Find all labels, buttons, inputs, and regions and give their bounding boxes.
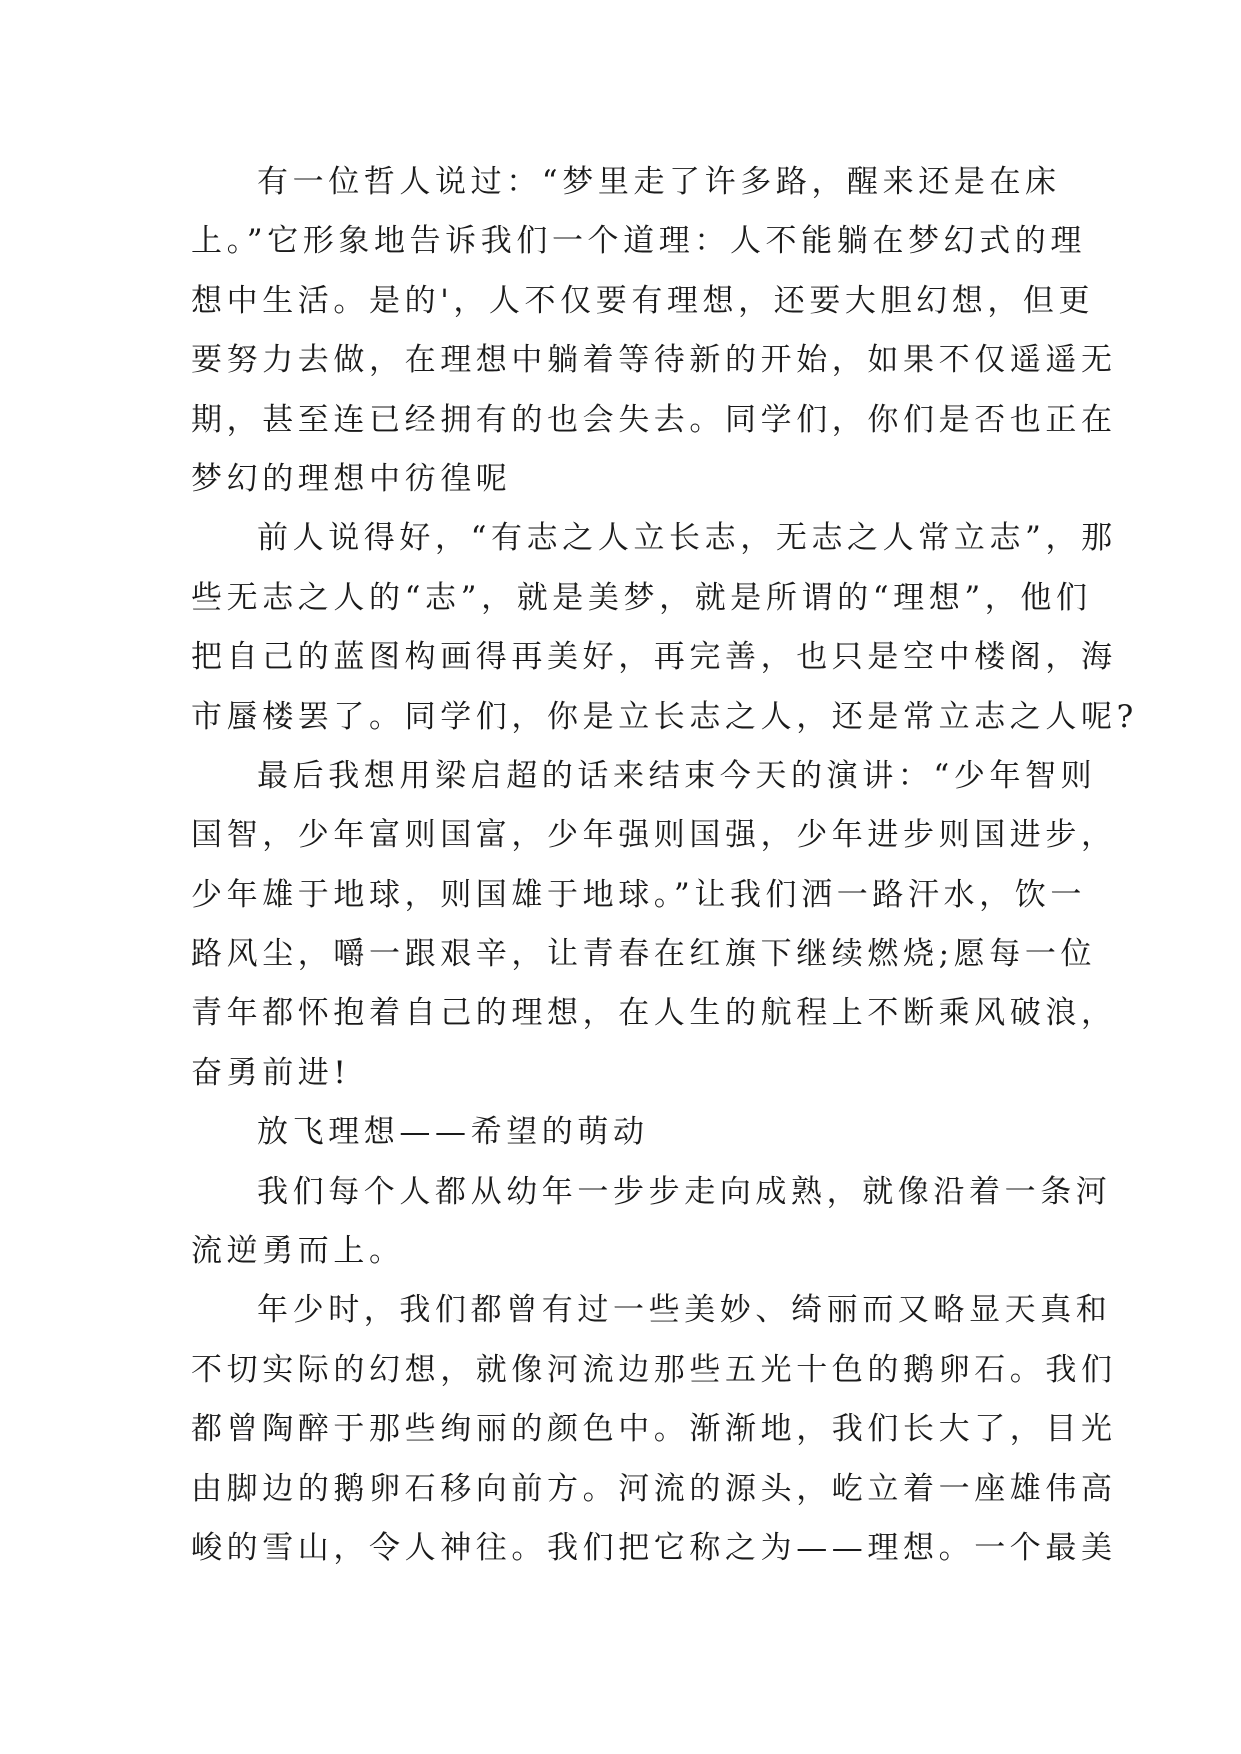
paragraph-line: 少年雄于地球，则国雄于地球。”让我们洒一路汗水，饮一 (191, 876, 1086, 913)
paragraph-line: 都曾陶醉于那些绚丽的颜色中。渐渐地，我们长大了，目光 (191, 1411, 1117, 1448)
paragraph-line: 梦幻的理想中彷徨呢 (191, 460, 512, 497)
paragraph-line: 流逆勇而上。 (191, 1233, 405, 1270)
paragraph-line: 要努力去做，在理想中躺着等待新的开始，如果不仅遥遥无 (191, 342, 1117, 379)
paragraph-line: 些无志之人的“志”，就是美梦，就是所谓的“理想”，他们 (191, 579, 1092, 616)
document-body (191, 153, 1138, 1578)
paragraph-line: 想中生活。是的'，人不仅要有理想，还要大胆幻想，但更 (191, 282, 1095, 319)
paragraph-line: 最后我想用梁启超的话来结束今天的演讲：“少年智则 (257, 757, 1097, 794)
paragraph-line: 路风尘，嚼一跟艰辛，让青春在红旗下继续燃烧;愿每一位 (191, 936, 1097, 973)
paragraph-line: 青年都怀抱着自己的理想，在人生的航程上不断乘风破浪， (191, 995, 1117, 1032)
paragraph-line: 市蜃楼罢了。同学们，你是立长志之人，还是常立志之人呢? (191, 698, 1138, 735)
paragraph-line: 我们每个人都从幼年一步步走向成熟，就像沿着一条河 (257, 1173, 1112, 1210)
paragraph-line: 把自己的蓝图构画得再美好，再完善，也只是空中楼阁，海 (191, 639, 1117, 676)
paragraph-line: 奋勇前进! (191, 1054, 351, 1091)
paragraph-line: 峻的雪山，令人神往。我们把它称之为——理想。一个最美 (191, 1529, 1117, 1566)
paragraph-line: 由脚边的鹅卵石移向前方。河流的源头，屹立着一座雄伟高 (191, 1470, 1117, 1507)
paragraph-line: 国智，少年富则国富，少年强则国强，少年进步则国进步， (191, 817, 1117, 854)
paragraph-line: 前人说得好，“有志之人立长志，无志之人常立志”，那 (257, 520, 1117, 557)
paragraph-line: 不切实际的幻想，就像河流边那些五光十色的鹅卵石。我们 (191, 1351, 1117, 1388)
paragraph-line: 有一位哲人说过：“梦里走了许多路，醒来还是在床 (257, 164, 1061, 200)
section-heading: 放飞理想——希望的萌动 (257, 1114, 649, 1151)
paragraph-line: 年少时，我们都曾有过一些美妙、绮丽而又略显天真和 (257, 1292, 1112, 1329)
paragraph-line: 期，甚至连已经拥有的也会失去。同学们，你们是否也正在 (191, 401, 1117, 438)
paragraph-line: 上。”它形象地告诉我们一个道理：人不能躺在梦幻式的理 (191, 223, 1086, 260)
